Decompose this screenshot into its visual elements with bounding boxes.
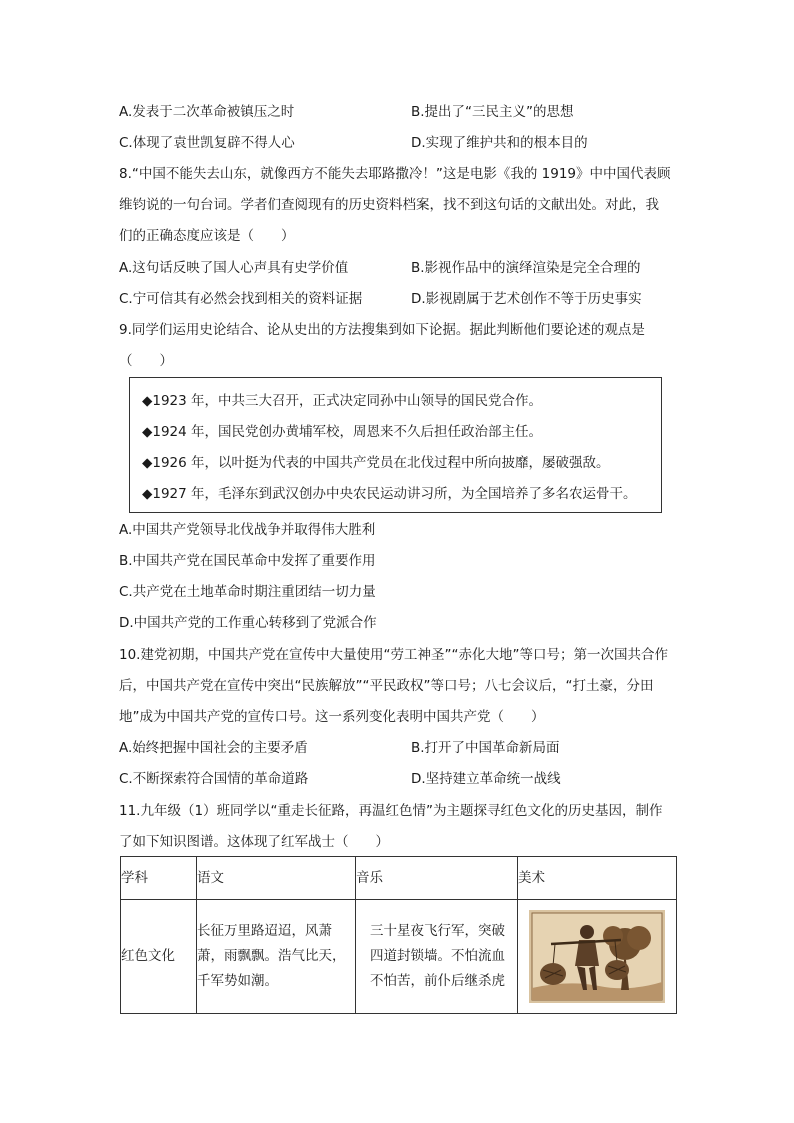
q9-evidence-3: ◆1926 年，以叶挺为代表的中国共产党员在北伐过程中所向披靡，屡破强敌。 [142,455,610,471]
table-row [121,900,677,1014]
q10-stem-line-2: 后，中国共产党在宣传中突出“民族解放”“平民政权”等口号；八七会议后，“打土豪，分田 [119,678,654,694]
q7-option-c: C.体现了袁世凯复辟不得人心 [119,135,295,151]
q10-option-c: C.不断探索符合国情的革命道路 [119,771,309,787]
header-music: 音乐 [356,857,518,900]
q8-stem-line-3: 们的正确态度应该是（ ） [119,228,295,244]
q8-option-b: B.影视作品中的演绎渲染是完全合理的 [411,260,641,276]
q8-stem-line-1: 8.“中国不能失去山东，就像西方不能失去耶路撒冷！”这是电影《我的 1919》中中国代表顾 [119,166,671,182]
q9-evidence-1: ◆1923 年，中共三大召开，正式决定同孙中山领导的国民党合作。 [142,393,543,409]
q10-stem-line-1: 10.建党初期，中国共产党在宣传中大量使用“劳工神圣”“赤化大地”等口号；第一次国共合作 [119,647,668,663]
q7-option-b: B.提出了“三民主义”的思想 [411,104,574,120]
art-cell [518,900,677,1014]
q11-stem-line-2: 了如下知识图谱。这体现了红军战士（ ） [119,834,389,850]
q7-option-d: D.实现了维护共和的根本目的 [411,135,588,151]
q9-evidence-4: ◆1927 年，毛泽东到武汉创办中央农民运动讲习所，为全国培养了多名农运骨干。 [142,486,637,502]
q9-evidence-2: ◆1924 年，国民党创办黄埔军校，周恩来不久后担任政治部主任。 [142,424,543,440]
q8-stem-line-2: 维钧说的一句台词。学者们查阅现有的历史资料档案，找不到这句话的文献出处。对此，我 [119,197,659,213]
knowledge-map-table [120,856,677,1014]
q7-option-a: A.发表于二次革命被镇压之时 [119,104,295,120]
q10-option-b: B.打开了中国革命新局面 [411,740,560,756]
q9-option-a: A.中国共产党领导北伐战争并取得伟大胜利 [119,522,376,538]
q8-option-d: D.影视剧属于艺术创作不等于历史事实 [411,291,642,307]
table-header-row [121,857,677,900]
chinese-poem-cell: 长征万里路迢迢，风萧萧，雨飘飘。浩气比天，千军势如潮。 [197,900,356,1014]
q9-evidence-box [129,377,662,513]
row-label-red-culture: 红色文化 [121,900,197,1014]
q9-option-b: B.中国共产党在国民革命中发挥了重要作用 [119,553,376,569]
q9-option-d: D.中国共产党的工作重心转移到了党派合作 [119,615,377,631]
q10-option-d: D.坚持建立革命统一战线 [411,771,561,787]
q9-stem-line-1: 9.同学们运用史论结合、论从史出的方法搜集到如下论据。据此判断他们要论述的观点是 [119,322,645,338]
music-lyrics-cell: 三十星夜飞行军，突破四道封锁墙。不怕流血不怕苦，前仆后继杀虎 [356,900,518,1014]
q9-option-c: C.共产党在土地革命时期注重团结一切力量 [119,584,376,600]
header-art: 美术 [518,857,677,900]
q8-option-a: A.这句话反映了国人心声具有史学价值 [119,260,349,276]
header-subject: 学科 [121,857,197,900]
q10-stem-line-3: 地”成为中国共产党的宣传口号。这一系列变化表明中国共产党（ ） [119,709,545,725]
q9-stem-line-2: （ ） [119,353,173,369]
q11-stem-line-1: 11.九年级（1）班同学以“重走长征路，再温红色情”为主题探寻红色文化的历史基因，制作 [119,803,663,819]
header-chinese: 语文 [197,857,356,900]
soldier-woodcut-image [529,910,665,1003]
q8-option-c: C.宁可信其有必然会找到相关的资料证据 [119,291,363,307]
q10-option-a: A.始终把握中国社会的主要矛盾 [119,740,308,756]
